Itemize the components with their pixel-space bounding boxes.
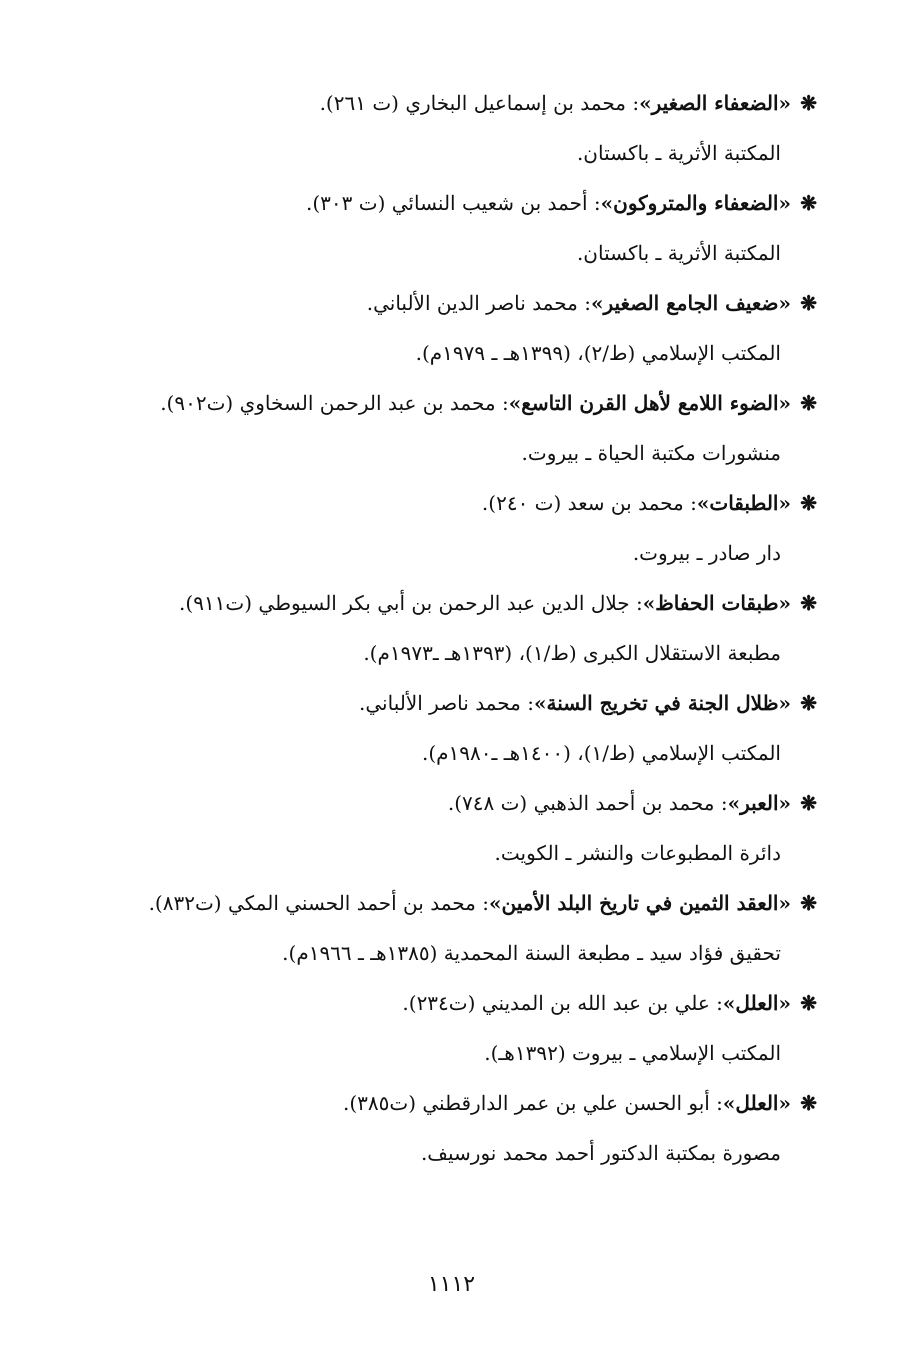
entry-title: «الطبقات»: [696, 491, 791, 515]
entry-title: «الضعفاء الصغير»: [639, 91, 791, 115]
asterism-icon: ❋: [800, 691, 817, 715]
entry-author: : أبو الحسن علي بن عمر الدارقطني (ت٣٨٥).: [342, 1091, 723, 1115]
bibliography-entry: [117, 88, 817, 168]
entry-publisher: تحقيق فؤاد سيد ـ مطبعة السنة المحمدية (١٣٨٥هـ ـ ١٩٦٦م).: [282, 941, 781, 965]
entry-publisher: المكتب الإسلامي (ط/٢)، (١٣٩٩هـ ـ ١٩٧٩م).: [415, 341, 781, 365]
entry-citation: [117, 988, 817, 1018]
bibliography-entry: [117, 788, 817, 868]
entry-publisher: المكتبة الأثرية ـ باكستان.: [576, 141, 781, 165]
entry-title: «ظلال الجنة في تخريج السنة»: [533, 691, 791, 715]
entry-title: «طبقات الحفاظ»: [642, 591, 791, 615]
entry-publisher: منشورات مكتبة الحياة ـ بيروت.: [521, 441, 781, 465]
entry-citation: [117, 488, 817, 518]
entry-author: : علي بن عبد الله بن المديني (ت٢٣٤).: [402, 991, 723, 1015]
entry-title: «الضوء اللامع لأهل القرن التاسع»: [508, 391, 791, 415]
entry-author: : جلال الدين عبد الرحمن بن أبي بكر السيوطي (ت٩١١).: [179, 591, 643, 615]
entry-citation: [117, 1088, 817, 1118]
entry-citation: [117, 188, 817, 218]
entry-publisher: المكتبة الأثرية ـ باكستان.: [576, 241, 781, 265]
bibliography-entry: [117, 388, 817, 468]
entry-title: «ضعيف الجامع الصغير»: [590, 291, 791, 315]
entry-author: : محمد بن إسماعيل البخاري (ت ٢٦١).: [319, 91, 640, 115]
asterism-icon: ❋: [800, 91, 817, 115]
bibliography-entry: [117, 488, 817, 568]
entry-publisher: المكتب الإسلامي (ط/١)، (١٤٠٠هـ ـ١٩٨٠م).: [421, 741, 781, 765]
entry-citation: [117, 288, 817, 318]
bibliography-list: [117, 88, 817, 1188]
entry-author: : محمد بن سعد (ت ٢٤٠).: [481, 491, 697, 515]
asterism-icon: ❋: [800, 191, 817, 215]
bibliography-entry: [117, 688, 817, 768]
entry-publisher: دائرة المطبوعات والنشر ـ الكويت.: [494, 841, 781, 865]
entry-citation: [117, 88, 817, 118]
asterism-icon: ❋: [800, 991, 817, 1015]
asterism-icon: ❋: [800, 391, 817, 415]
entry-title: «العقد الثمين في تاريخ البلد الأمين»: [488, 891, 791, 915]
asterism-icon: ❋: [800, 591, 817, 615]
bibliography-entry: [117, 288, 817, 368]
entry-author: : محمد بن أحمد الحسني المكي (ت٨٣٢).: [148, 891, 489, 915]
asterism-icon: ❋: [800, 491, 817, 515]
entry-publisher: المكتب الإسلامي ـ بيروت (١٣٩٢هـ).: [484, 1041, 781, 1065]
entry-author: : أحمد بن شعيب النسائي (ت ٣٠٣).: [305, 191, 601, 215]
entry-author: : محمد بن أحمد الذهبي (ت ٧٤٨).: [447, 791, 728, 815]
bibliography-entry: [117, 1088, 817, 1168]
entry-title: «العلل»: [722, 1091, 791, 1115]
bibliography-entry: [117, 888, 817, 968]
entry-title: «العبر»: [727, 791, 791, 815]
entry-citation: [117, 688, 817, 718]
entry-title: «الضعفاء والمتروكون»: [600, 191, 791, 215]
entry-citation: [117, 788, 817, 818]
asterism-icon: ❋: [800, 1091, 817, 1115]
entry-citation: [117, 888, 817, 918]
bibliography-entry: [117, 988, 817, 1068]
entry-publisher: مطبعة الاستقلال الكبرى (ط/١)، (١٣٩٣هـ ـ١٩٧٣م).: [363, 641, 781, 665]
entry-author: : محمد ناصر الألباني.: [359, 691, 534, 715]
entry-title: «العلل»: [722, 991, 791, 1015]
asterism-icon: ❋: [800, 791, 817, 815]
asterism-icon: ❋: [800, 891, 817, 915]
asterism-icon: ❋: [800, 291, 817, 315]
entry-publisher: مصورة بمكتبة الدكتور أحمد محمد نورسيف.: [420, 1141, 781, 1165]
page-number: ١١١٢: [427, 1272, 476, 1297]
entry-citation: [117, 388, 817, 418]
bibliography-entry: [117, 588, 817, 668]
entry-author: : محمد بن عبد الرحمن السخاوي (ت٩٠٢).: [160, 391, 509, 415]
bibliography-entry: [117, 188, 817, 268]
entry-publisher: دار صادر ـ بيروت.: [632, 541, 781, 565]
entry-author: : محمد ناصر الدين الألباني.: [366, 291, 591, 315]
entry-citation: [117, 588, 817, 618]
